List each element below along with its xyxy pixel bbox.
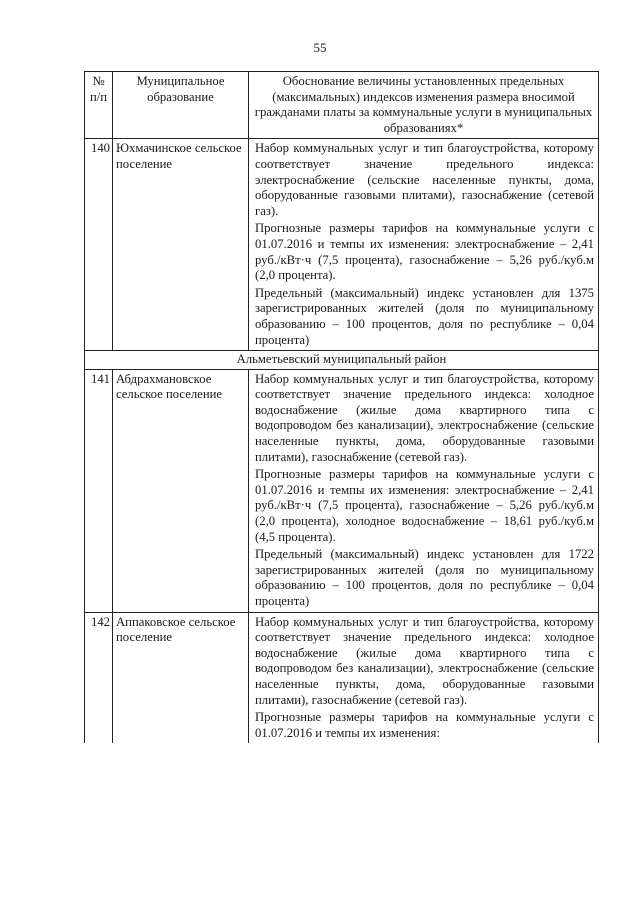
- municipality-name: Юхмачинское сельское поселение: [113, 139, 249, 351]
- justification-cell: [249, 612, 599, 743]
- justification-paragraph: Предельный (максимальный) индекс установлен для 1375 зарегистрированных жителей (доля по муниципальному образованию – 100 процентов, доля по республике – 0,04 процента): [255, 285, 594, 347]
- justification-paragraph: Прогнозные размеры тарифов на коммунальные услуги с 01.07.2016 и темпы их изменения: электроснабжение – 2,41 руб./кВт·ч (7,5 процента), газоснабжение – 5,26 руб./куб.м (2,0 процента), холодное водоснабжение – 18,61 руб./куб.м (4,5 процента).: [255, 467, 594, 544]
- row-number: 141: [85, 369, 113, 612]
- justification-cell: [249, 139, 599, 351]
- page-number: 55: [313, 40, 327, 55]
- municipality-name: Абдрахмановское сельское поселение: [113, 369, 249, 612]
- justification-paragraph: Предельный (максимальный) индекс установлен для 1722 зарегистрированных жителей (доля по муниципальному образованию – 100 процентов, доля по республике – 0,04 процента): [255, 547, 594, 608]
- header-municipality: Муниципальное образование: [113, 72, 249, 139]
- row-number: 142: [85, 612, 113, 743]
- district-row: [85, 351, 599, 370]
- district-name: Альметьевский муниципальный район: [85, 351, 599, 370]
- justification-paragraph: Набор коммунальных услуг и тип благоустройства, которому соответствует значение предельного индекса: холодное водоснабжение (жилые дома квартирного типа с водопроводом без канализации), электроснабжение (сельские населенные пункты, дома, оборудованные газовыми плитами), газоснабжение (сетевой газ).: [255, 371, 594, 464]
- justification-cell: [249, 369, 599, 612]
- justification-paragraph: Набор коммунальных услуг и тип благоустройства, которому соответствует значение предельного индекса: холодное водоснабжение (жилые дома квартирного типа с водопроводом без канализации), электроснабжение (сельские населенные пункты, дома, оборудованные газовыми плитами), газоснабжение (сетевой газ).: [255, 614, 594, 707]
- header-num: № п/п: [85, 72, 113, 139]
- justification-paragraph: Набор коммунальных услуг и тип благоустройства, которому соответствует значение предельного индекса: электроснабжение (сельские населенные пункты, дома, оборудованные газовыми плитами), газоснабжение (сетевой газ).: [255, 141, 594, 218]
- justification-paragraph: Прогнозные размеры тарифов на коммунальные услуги с 01.07.2016 и темпы их изменения:: [255, 710, 594, 740]
- tariff-table: [84, 71, 599, 743]
- table-row: [85, 139, 599, 351]
- table-row: [85, 612, 599, 743]
- table-header-row: [85, 72, 599, 139]
- header-justification: Обоснование величины установленных предельных (максимальных) индексов изменения размера вносимой гражданами платы за коммунальные услуги в муниципальных образованиях*: [249, 72, 599, 139]
- municipality-name: Аппаковское сельское поселение: [113, 612, 249, 743]
- justification-paragraph: Прогнозные размеры тарифов на коммунальные услуги с 01.07.2016 и темпы их изменения: электроснабжение – 2,41 руб./кВт·ч (7,5 процента), газоснабжение – 5,26 руб./куб.м (2,0 процента).: [255, 221, 594, 283]
- table-row: [85, 369, 599, 612]
- row-number: 140: [85, 139, 113, 351]
